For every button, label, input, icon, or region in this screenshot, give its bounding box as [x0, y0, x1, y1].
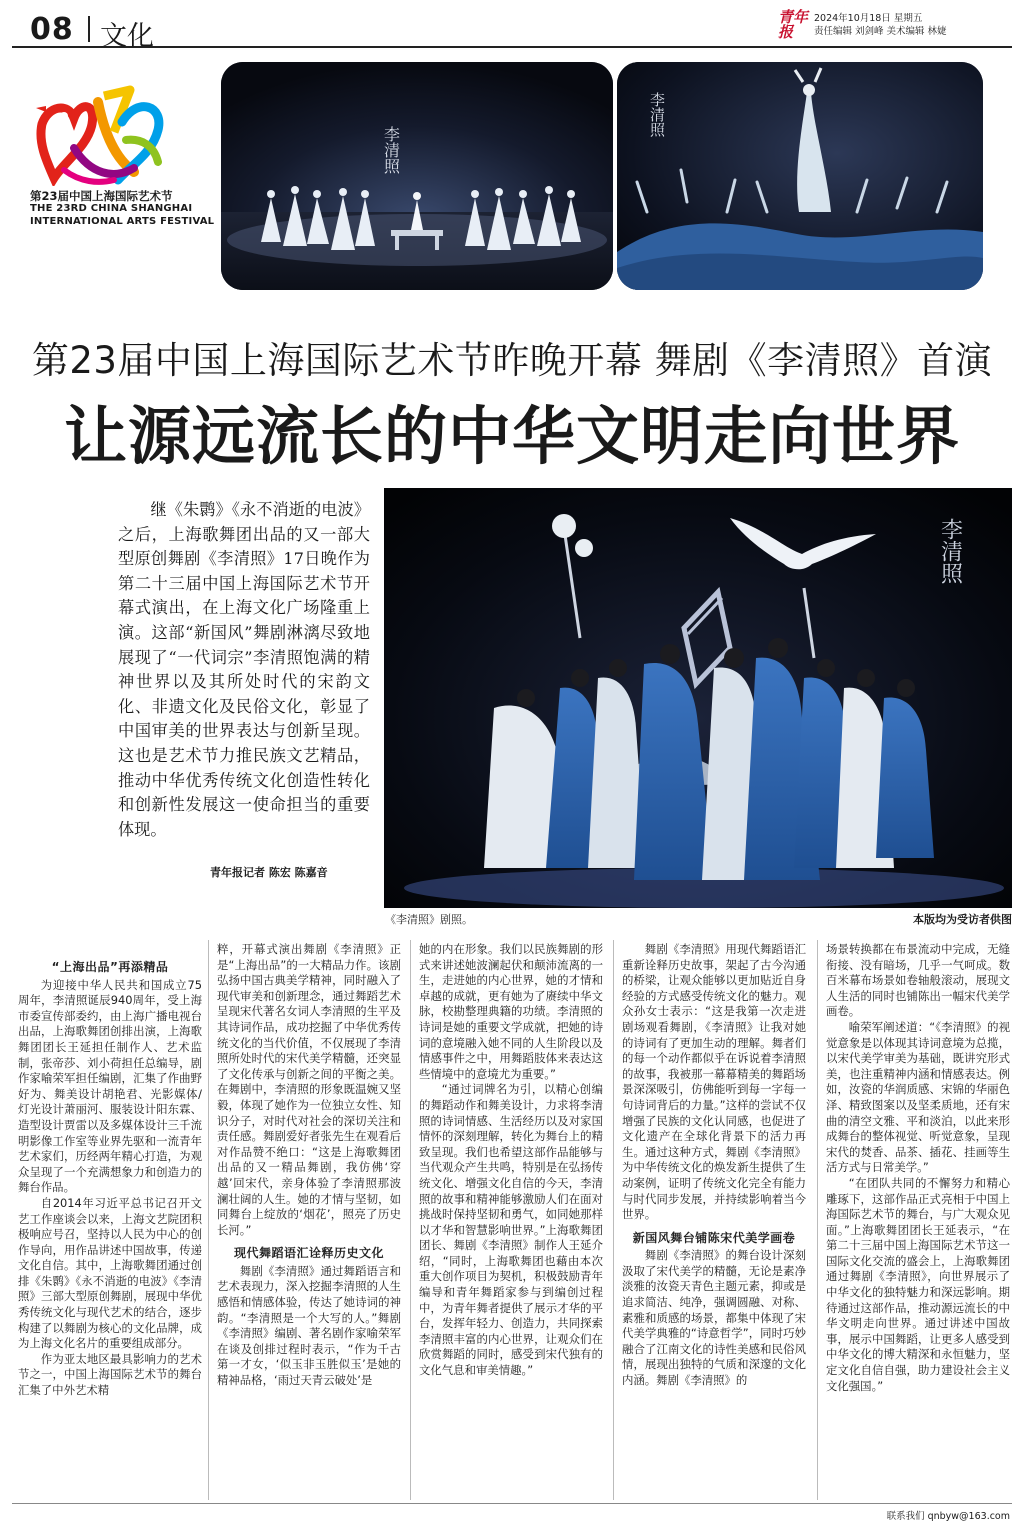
column-5-paragraph-3: “在团队共同的不懈努力和精心雕琢下，这部作品正式亮相于中国上海国际艺术节的舞台，与广大观众见面。”上海歌舞团团长王延表示，“在第二十三届中国上海国际艺术节这一国际文化交流的盛会上，上海歌舞团通过舞剧《李清照》，向世界展示了中华文化的独特魅力和深远影响。期待通过这部作品，推动源远流长的中华文明走向世界。通过讲述中国故事，展示中国舞蹈，让更多人感受到中华文化的博大精深和永恒魅力，坚定文化自信自强，助力建设社会主义文化强国。” [826, 1175, 1010, 1393]
section-heading-shanghai-production: “上海出品”再添精品 [51, 960, 169, 974]
byline: 青年报记者 陈宏 陈嘉音 [210, 866, 328, 879]
main-photo-logo-text: 李清照 [937, 518, 963, 584]
headline: 让源远流长的中华文明走向世界 [64, 400, 960, 473]
newspaper-logo: 青年报 [778, 8, 809, 41]
lead-paragraph [118, 498, 370, 842]
page-header [12, 8, 1012, 52]
stage-scene-ensemble [384, 488, 1012, 908]
column-4-paragraph-2: 舞剧《李清照》的舞台设计深刻汲取了宋代美学的精髓，无论是素净淡雅的汝瓷天青色主题元素，抑或是追求简洁、纯净，强调圆融、对称、素雅和质感的场景，都集中体现了宋代美学典雅的“诗意哲学”，同时巧妙融合了江南文化的诗性美感和民俗风情，展现出独特的气质和深邃的文化内涵。舞剧《李清照》的 [622, 1248, 806, 1388]
photo-caption: 《李清照》剧照。 [385, 913, 473, 926]
column-divider [817, 940, 818, 1500]
column-2-paragraph-2: 舞剧《李清照》通过舞蹈语言和艺术表现力，深入挖掘李清照的人生感悟和情感体验，传达了她诗词的神韵。“李清照是一个大写的人。”舞剧《李清照》编剧、著名剧作家喻荣军在谈及创排过程时表示，“作为千古第一才女，‘似玉非玉胜似玉’是她的精神品格，‘雨过天青云破处’是 [217, 1263, 401, 1388]
column-1 [18, 942, 202, 1399]
column-3 [419, 942, 603, 1379]
lead-text: 继《朱鹮》《永不消逝的电波》之后，上海歌舞团出品的又一部大型原创舞剧《李清照》17日晚作为第二十三届中国上海国际艺术节开幕式演出，在上海文化广场隆重上演。这部“新国风”舞剧淋漓尽致地展现了“一代词宗”李清照饱满的精神世界以及其所处时代的宋韵文化、非遗文化及民俗文化，彰显了中国审美的世界表达与创新呈现。这也是艺术节力推民族文艺精品，推动中华优秀传统文化创造性转化和创新性发展这一使命担当的重要体现。 [118, 500, 370, 839]
masthead-info [814, 12, 947, 38]
column-5 [826, 942, 1010, 1394]
page-number: 08 [30, 12, 74, 47]
column-divider [613, 940, 614, 1500]
festival-name-en-1: THE 23RD CHINA SHANGHAI [30, 203, 193, 214]
main-stage-photo [384, 488, 1012, 908]
column-2-paragraph-1: 粹，开幕式演出舞剧《李清照》正是“上海出品”的一大精品力作。该剧弘扬中国古典美学精神，同时融入了现代审美和创新理念，通过舞蹈艺术呈现宋代著名女词人李清照的生平及其诗词作品，成功挖掘了中华优秀传统文化的当代价值，不仅展现了李清照所处时代的宋代美学精髓，还突显了文化传承与创新之间的平衡之美。在舞剧中，李清照的形象既温婉又坚毅，体现了她作为一位独立女性、知识分子，对时代对社会的深切关注和责任感。舞剧爱好者张先生在观看后对作品赞不绝口：“这是上海歌舞团出品的又一精品舞剧，我仿佛‘穿越’回宋代，亲身体验了李清照那波澜壮阔的人生。她的才情与坚韧，如同舞台上绽放的‘烟花’，照亮了历史长河。” [217, 942, 401, 1237]
column-2 [217, 942, 401, 1389]
subheadline: 第23届中国上海国际艺术节昨晚开幕 舞剧《李清照》首演 [31, 339, 993, 382]
column-4-paragraph-1: 舞剧《李清照》用现代舞蹈语汇重新诠释历史故事，架起了古今沟通的桥梁，让观众能够以更加贴近自身经验的方式感受传统文化的魅力。观众孙女士表示：“这是我第一次走进剧场观看舞剧，《李清照》让我对她的诗词有了更加生动的理解。舞者们的每一个动作都似乎在诉说着李清照的故事，我被那一幕幕精美的舞蹈场景深深吸引，仿佛能听到每一字每一句诗词背后的力量。”这样的尝试不仅增强了民族的文化认同感，也促进了文化遗产在全球化背景下的活力再生。通过这种方式，舞剧《李清照》为中华传统文化的焕发新生提供了生动案例，证明了传统文化完全有能力与时代同步发展，并持续影响着当今世界。 [622, 942, 806, 1222]
column-5-paragraph-2: 喻荣军阐述道：“《李清照》的视觉意象是以体现其诗词意境为总揽，以宋代美学审美为基础，既讲究形式美，也注重精神内涵和情感表达。例如，汝瓷的华润质感、宋锦的华丽色泽、精致图案以及坚柔质地，还有宋曲的清空文雅、平和淡泊，以此来形成舞台的整体视觉、听觉意象，呈现宋代的焚香、品茶、插花、挂画等生活方式与日常美学。” [826, 1019, 1010, 1175]
column-divider [208, 940, 209, 1500]
section-heading-song-aesthetics: 新国风舞台铺陈宋代美学画卷 [632, 1230, 796, 1245]
section-name: 文化 [100, 21, 154, 52]
column-3-paragraph-2: “通过词牌名为引，以精心创编的舞蹈动作和舞美设计，力求将李清照的诗词情感、生活经历以及对家国情怀的深刻理解，转化为舞台上的精致呈现。我们也希望这部作品能够与当代观众产生共鸣，特别是在弘扬传统文化、增强文化自信的今天，李清照的故事和精神能够激励人们在面对挑战时保持坚韧和勇气，如同她那样以才华和智慧影响世界。”上海歌舞团团长、舞剧《李清照》制作人王延介绍，“同时，上海歌舞团也藉由本次重大创作项目为契机，积极鼓励青年编导和青年舞蹈家参与到编创过程中，为青年舞者提供了展示才华的平台，发挥年轻力、创造力，共同探索李清照丰富的内心世界，让观众们在欣赏舞蹈的同时，感受到宋代独有的文化气息和审美情趣。” [419, 1082, 603, 1378]
stage-photo-2 [617, 62, 983, 290]
column-1-paragraph-3: 作为亚太地区最具影响力的艺术节之一，中国上海国际艺术节的舞台汇集了中外艺术精 [18, 1351, 202, 1398]
festival-name-cn: 第23届中国上海国际艺术节 [30, 189, 173, 203]
photo-1-logo-text: 李清照 [381, 126, 401, 174]
issue-date: 2024年10月18日 星期五 [814, 13, 923, 24]
footer-contact: 联系我们 qnbyw@163.com [886, 1511, 1010, 1522]
festival-emblem-icon [34, 82, 166, 186]
editors-line: 责任编辑 刘剑峰 美术编辑 林婕 [814, 26, 947, 37]
stage-scene-blue-dancers [617, 62, 983, 290]
column-5-paragraph-1: 场景转换都在布景流动中完成，无缝衔接、没有暗场，几乎一气呵成。数百米幕布场景如卷轴般滚动，展现文人生活的同时也铺陈出一幅宋代美学画卷。 [826, 942, 1010, 1019]
column-4 [622, 942, 806, 1389]
column-3-paragraph-1: 她的内在形象。我们以民族舞剧的形式来讲述她波澜起伏和颠沛流离的一生，走进她的内心世界，她的才情和卓越的成就，更有她为了赓续中华文脉，校勘整理典籍的功绩。李清照的诗词是她的重要文学成就，把她的诗词的意境融入她不同的人生阶段以及情感事件之中，用舞蹈肢体来表达这些情境中的意境尤为重要。” [419, 942, 603, 1081]
column-1-paragraph-1: 为迎接中华人民共和国成立75周年，李清照诞辰940周年，受上海市委宣传部委约，由上海广播电视台出品，上海歌舞团创排出演，上海歌舞团团长王延担任制作人、艺术监制，张帝莎、刘小荷担任总编导，剧作家喻荣军担任编剧，汇集了作曲野好为、舞美设计胡艳君、光影媒体/灯光设计萧丽河、服装设计阳东霖、造型设计贾雷以及多媒体设计三千流明影像工作室等业界先驱和一流青年艺术家们，历经两年精心打造，为观众呈现了一个充满想象力和创造力的舞台作品。 [18, 977, 202, 1195]
column-1-paragraph-2: 自2014年习近平总书记召开文艺工作座谈会以来，上海文艺院团积极响应号召，坚持以人民为中心的创作导向，用作品讲述中国故事，传递文化自信。其中，上海歌舞团通过创排《朱鹮》《永不消逝的电波》《李清照》三部大型原创舞剧，展现中华优秀传统文化与现代艺术的结合，逐步构建了以舞剧为核心的文化品牌，成为上海文化名片的重要组成部分。 [18, 1195, 202, 1351]
header-divider [88, 16, 90, 42]
stage-scene-white-dancers [221, 62, 613, 290]
photo-credit: 本版均为受访者供图 [913, 913, 1012, 926]
stage-photo-1 [221, 62, 613, 290]
section-heading-modern-dance: 现代舞蹈语汇诠释历史文化 [233, 1246, 384, 1261]
festival-logo [28, 82, 218, 232]
footer-rule [12, 1503, 1012, 1504]
column-divider [410, 940, 411, 1500]
festival-name-en-2: INTERNATIONAL ARTS FESTIVAL [30, 216, 215, 227]
photo-2-logo-text: 李清照 [648, 92, 666, 137]
